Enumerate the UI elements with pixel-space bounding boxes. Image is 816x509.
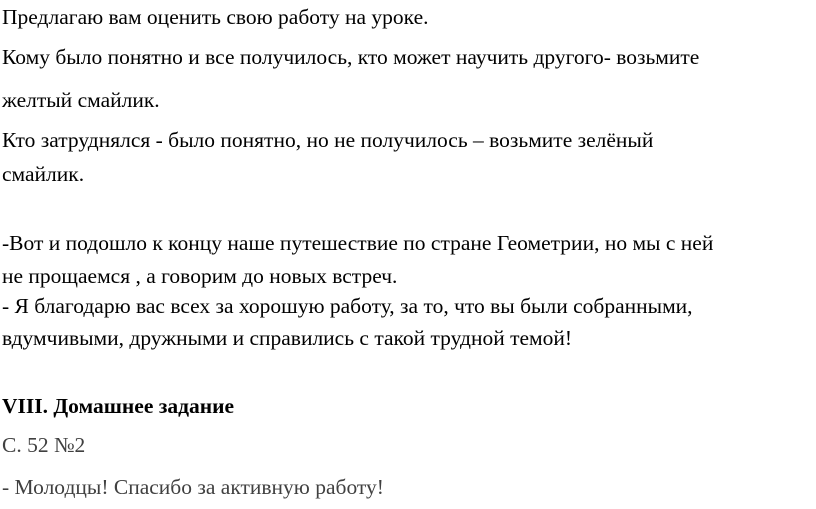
text-line-green-smiley-2: смайлик. [2,162,85,186]
text-line-thanks-2: вдумчивыми, дружными и справились с такой трудной темой! [2,326,573,350]
section-heading: VIII. Домашнее задание [2,394,235,418]
text-line-thanks-1: - Я благодарю вас всех за хорошую работу, за то, что вы были собранными, [2,294,693,318]
homework-assignment: С. 52 №2 [2,433,86,457]
text-line-farewell-2: не прощаемся , а говорим до новых встреч. [2,264,398,288]
closing-line: - Молодцы! Спасибо за активную работу! [2,475,384,499]
text-line-yellow-smiley-1: Кому было понятно и все получилось, кто может научить другого- возьмите [2,45,700,69]
text-line-yellow-smiley-2: желтый смайлик. [2,88,160,112]
text-line-evaluate: Предлагаю вам оценить свою работу на уроке. [2,5,429,29]
text-line-farewell-1: -Вот и подошло к концу наше путешествие по стране Геометрии, но мы с ней [2,231,714,255]
text-line-green-smiley-1: Кто затруднялся - было понятно, но не получилось – возьмите зелёный [2,128,654,152]
